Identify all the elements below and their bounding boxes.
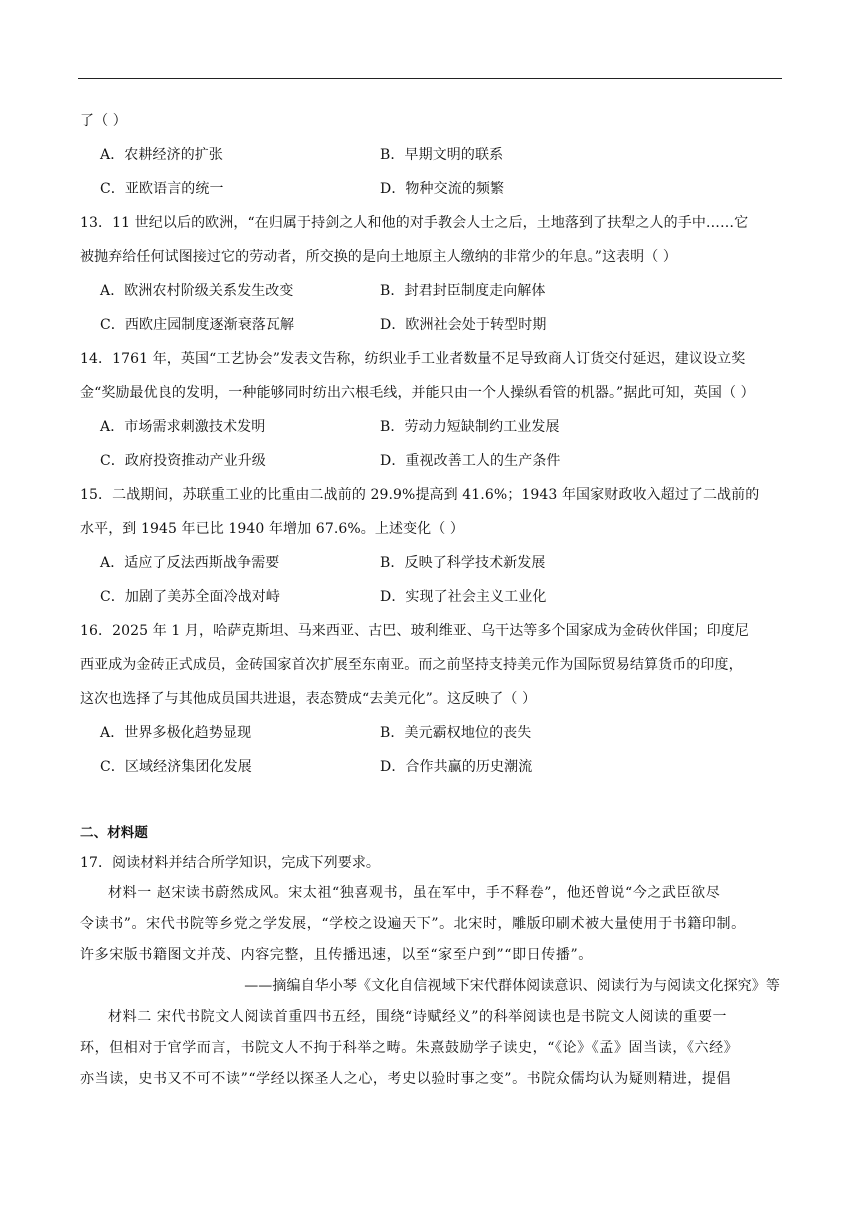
q14-option-d[interactable]: D．重视改善工人的生产条件 bbox=[380, 453, 561, 469]
section-title-materials: 二、材料题 bbox=[80, 825, 148, 841]
q16-stem-line2: 西亚成为金砖正式成员，金砖国家首次扩展至东南亚。而之前坚持支持美元作为国际贸易结算货币的印度， bbox=[80, 657, 743, 673]
q13-option-d[interactable]: D．欧洲社会处于转型时期 bbox=[380, 317, 547, 333]
q12-option-c[interactable]: C．亚欧语言的统一 bbox=[100, 181, 224, 197]
exam-content bbox=[80, 104, 780, 1095]
q12-options bbox=[80, 138, 780, 206]
q15-option-d[interactable]: D．实现了社会主义工业化 bbox=[380, 589, 547, 605]
material-2-line2: 环，但相对于官学而言，书院文人不拘于科举之畴。朱熹鼓励学子读史，“《论》《孟》固当读，《六经》 bbox=[80, 1040, 739, 1056]
q15-options bbox=[80, 546, 780, 614]
q14-option-b[interactable]: B．劳动力短缺制约工业发展 bbox=[380, 419, 560, 435]
material-2-line3: 亦当读，史书又不可不读”“学经以探圣人之心，考史以验时事之变”。书院众儒均认为疑则精进，提倡 bbox=[80, 1071, 732, 1087]
q13-options bbox=[80, 274, 780, 342]
q16-option-d[interactable]: D．合作共赢的历史潮流 bbox=[380, 759, 533, 775]
q16-stem-line1: 16．2025 年 1 月，哈萨克斯坦、马来西亚、古巴、玻利维亚、乌干达等多个国家成为金砖伙伴国；印度尼 bbox=[80, 623, 749, 639]
q16-options bbox=[80, 716, 780, 784]
q14-option-a[interactable]: A．市场需求刺激技术发明 bbox=[100, 419, 266, 435]
q15-option-b[interactable]: B．反映了科学技术新发展 bbox=[380, 555, 546, 571]
header-divider bbox=[78, 78, 782, 79]
q12-option-a[interactable]: A．农耕经济的扩张 bbox=[100, 147, 224, 163]
q12-stem-tail: 了（ ） bbox=[80, 113, 127, 129]
q15-stem-line2: 水平，到 1945 年已比 1940 年增加 67.6%。上述变化（ ） bbox=[80, 521, 465, 537]
material-1-line1: 材料一 赵宋读书蔚然成风。宋太祖“独喜观书，虽在军中，手不释卷”，他还曾说“今之武臣欲尽 bbox=[108, 885, 721, 901]
q14-options bbox=[80, 410, 780, 478]
q17-material-1 bbox=[80, 878, 780, 971]
q16-option-c[interactable]: C．区域经济集团化发展 bbox=[100, 759, 252, 775]
material-1-source: ——摘编自华小琴《文化自信视域下宋代群体阅读意识、阅读行为与阅读文化探究》等 bbox=[244, 978, 780, 994]
material-2-line1: 材料二 宋代书院文人阅读首重四书五经，围绕“诗赋经义”的科举阅读也是书院文人阅读的重要一 bbox=[108, 1009, 728, 1025]
q14-option-c[interactable]: C．政府投资推动产业升级 bbox=[100, 453, 266, 469]
q16-stem-line3: 这次也选择了与其他成员国共进退，表态赞成“去美元化”。这反映了（ ） bbox=[80, 691, 537, 707]
q14-stem-line2: 金“奖励最优良的发明，一种能够同时纺出六根毛线，并能只由一个人操纵看管的机器。”据此可知，英国（ ） bbox=[80, 385, 755, 401]
q17-stem: 17．阅读材料并结合所学知识，完成下列要求。 bbox=[80, 855, 381, 871]
q15-option-c[interactable]: C．加剧了美苏全面冷战对峙 bbox=[100, 589, 281, 605]
q14-stem-line1: 14．1761 年，英国“工艺协会”发表文告称，纺织业手工业者数量不足导致商人订货交付延迟，建议设立奖 bbox=[80, 351, 746, 367]
q12-option-b[interactable]: B．早期文明的联系 bbox=[380, 147, 504, 163]
q13-stem-line1: 13．11 世纪以后的欧洲，“在归属于持剑之人和他的对手教会人士之后，土地落到了扶犁之人的手中……它 bbox=[80, 215, 749, 231]
q13-option-c[interactable]: C．西欧庄园制度逐渐衰落瓦解 bbox=[100, 317, 295, 333]
q15-option-a[interactable]: A．适应了反法西斯战争需要 bbox=[100, 555, 280, 571]
q13-option-b[interactable]: B．封君封臣制度走向解体 bbox=[380, 283, 546, 299]
q16-option-a[interactable]: A．世界多极化趋势显现 bbox=[100, 725, 252, 741]
q13-stem-line2: 被抛弃给任何试图接过它的劳动者，所交换的是向土地原主人缴纳的非常少的年息。”这表明（ ） bbox=[80, 249, 678, 265]
q15-stem-line1: 15．二战期间，苏联重工业的比重由二战前的 29.9%提高到 41.6%；1943 年国家财政收入超过了二战前的 bbox=[80, 487, 760, 503]
q12-option-d[interactable]: D．物种交流的频繁 bbox=[380, 181, 505, 197]
material-1-line3: 许多宋版书籍图文并茂、内容完整，且传播迅速，以至“家至户到”“即日传播”。 bbox=[80, 947, 593, 963]
material-1-line2: 令读书”。宋代书院等乡党之学发展，“学校之设遍天下”。北宋时，雕版印刷术被大量使用于书籍印制。 bbox=[80, 916, 746, 932]
q13-option-a[interactable]: A．欧洲农村阶级关系发生改变 bbox=[100, 283, 294, 299]
q16-option-b[interactable]: B．美元霸权地位的丧失 bbox=[380, 725, 532, 741]
q17-material-2 bbox=[80, 1002, 780, 1095]
